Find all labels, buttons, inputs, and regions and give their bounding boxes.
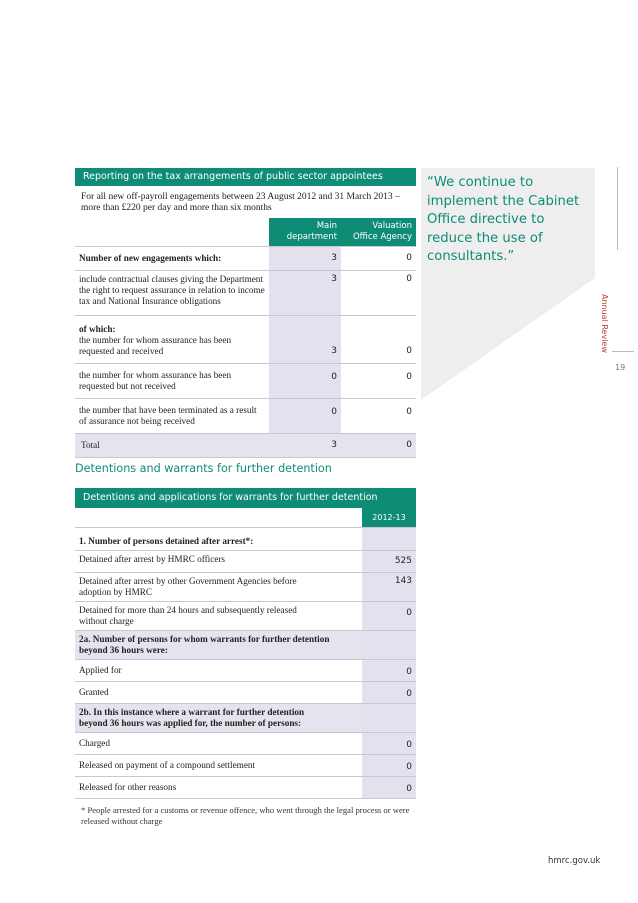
row-value: 0 [362,660,416,681]
row-value: 525 [362,551,416,572]
table-row [75,573,416,602]
detentions-table [75,488,416,826]
empty-cell [362,631,416,659]
table-row [75,660,416,682]
section-heading-row [75,528,416,551]
row-label: Number of new engagements which: [79,253,222,263]
row-value-voa: 0 [406,372,412,382]
column-header-row [75,218,416,246]
row-value-main: 3 [269,271,341,315]
table-header: Detentions and applications for warrants for further detention [75,488,416,508]
page-number-rule [612,351,634,352]
empty-cell [362,528,416,550]
table-row [75,682,416,704]
table-row [75,777,416,799]
table-row [75,316,416,364]
table-row [75,246,416,271]
row-value-main: 3 [269,247,341,270]
row-value: 0 [362,777,416,798]
row-label: the number for whom assurance has been requested but not received [79,370,232,391]
section-heading: 2a. Number of persons for whom warrants for further detention beyond 36 hours were: [79,634,330,655]
row-label: Detained after arrest by other Government Agencies before adoption by HMRC [79,576,297,597]
row-value: 0 [362,755,416,776]
pull-quote: “We continue to implement the Cabinet Office directive to reduce the use of consultants.” [427,175,580,264]
row-label: the number that have been terminated as a result of assurance not being received [79,405,257,426]
table-row [75,364,416,399]
row-value-voa: 0 [406,274,412,284]
row-value-main: 0 [269,364,341,398]
row-value-main: 3 [269,316,341,363]
table-intro: For all new off-payroll engagements between 23 August 2012 and 31 March 2013 – more than £220 per day and more than six months [81,192,400,213]
footnote: * People arrested for a customs or revenue offence, who went through the legal process or were released without charge [81,805,410,826]
side-section-label: Annual Review [600,294,609,353]
row-label: Granted [79,687,109,697]
page-number: 19 [615,363,626,372]
row-value-voa: 0 [406,346,412,356]
row-label: Applied for [79,665,122,675]
section-heading: 1. Number of persons detained after arrest*: [79,536,254,546]
table-row [75,733,416,755]
footer-url: hmrc.gov.uk [548,856,601,866]
section-title: Detentions and warrants for further detention [75,462,332,475]
side-divider [617,167,618,250]
total-row [75,434,416,458]
row-value: 143 [362,573,416,601]
section-heading-row [75,704,416,733]
table-row [75,399,416,434]
table-header: Reporting on the tax arrangements of public sector appointees [75,168,416,186]
row-label: Detained for more than 24 hours and subsequently released without charge [79,605,297,626]
row-value: 0 [362,602,416,630]
section-heading: 2b. In this instance where a warrant for further detention beyond 36 hours was applied for, the number of persons: [79,707,305,728]
year-header-spacer [75,508,362,527]
of-which-label: of which: [79,324,116,334]
column-header-voa: Valuation Office Agency [341,218,416,246]
total-value-main: 3 [269,434,341,457]
row-value: 0 [362,733,416,754]
table-row [75,602,416,631]
row-label: Released for other reasons [79,782,177,792]
year-header: 2012-13 [362,508,416,527]
row-label: Detained after arrest by HMRC officers [79,554,226,564]
row-label: the number for whom assurance has been requested and received [79,335,232,356]
table-row [75,755,416,777]
column-header-spacer [75,218,269,246]
row-value: 0 [362,682,416,703]
row-value-main: 0 [269,399,341,433]
table-row [75,271,416,316]
table-row [75,551,416,573]
row-label: Released on payment of a compound settlement [79,760,256,770]
row-value-voa: 0 [406,253,412,263]
empty-cell [362,704,416,732]
section-heading-row [75,631,416,660]
row-label: Charged [79,738,110,748]
total-label: Total [81,440,100,450]
column-header-main-department: Main department [269,218,341,246]
row-label: include contractual clauses giving the Department the right to request assurance in relation to income tax and National Insurance obligations [79,274,265,306]
year-header-row [75,508,416,528]
row-label-group [75,316,269,363]
tax-arrangements-table [75,168,416,458]
row-value-voa: 0 [406,407,412,417]
total-value-voa: 0 [406,440,412,450]
